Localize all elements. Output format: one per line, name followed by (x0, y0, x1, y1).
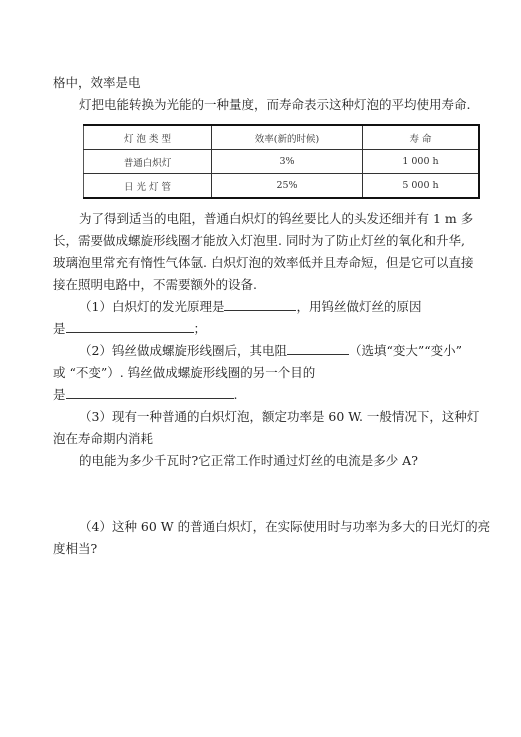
paragraph-line: 为了得到适当的电阻，普通白炽灯的钨丝要比人的头发还细并有 1 m 多 (79, 211, 474, 226)
question-1-line-2 (53, 321, 206, 337)
question-3-line-3: 的电能为多少千瓦时?它正常工作时通过灯丝的电流是多少 A? (79, 453, 418, 468)
question-3-line-2: 泡在寿命期内消耗 (53, 431, 154, 446)
cell-lamp-type: 普通白炽灯 (84, 150, 212, 174)
page-line-1: 格中，效率是电 (53, 75, 141, 90)
question-2-line-2: 或 “不变”）. 钨丝做成螺旋形线圈的另一个目的 (53, 365, 316, 380)
q1-text-d: ； (193, 321, 207, 336)
table-header-row (84, 125, 480, 150)
q1-text-b: ，用钨丝做灯丝的原因 (296, 299, 422, 314)
q2-text-a: （2）钨丝做成螺旋形线圈后，其电阻 (79, 343, 287, 358)
q1-text-c: 是 (53, 321, 66, 336)
q1-answer-blank-2[interactable] (66, 321, 194, 333)
q2-text-e: . (233, 387, 238, 402)
cell-efficiency: 3% (212, 150, 363, 174)
paragraph-line: 接在照明电路中，不需要额外的设备. (53, 277, 257, 292)
q1-text-a: （1）白炽灯的发光原理是 (79, 299, 225, 314)
q2-text-d: 是 (53, 387, 66, 402)
cell-lifespan: 5 000 h (363, 174, 480, 199)
question-2-line-1 (79, 343, 462, 359)
table-row (84, 174, 480, 199)
q2-answer-blank-1[interactable] (287, 343, 349, 355)
table-row (84, 150, 480, 174)
question-1-line-1 (79, 299, 421, 315)
header-lifespan: 寿 命 (363, 125, 480, 150)
header-efficiency: 效率(新的时候) (212, 125, 363, 150)
header-lamp-type: 灯 泡 类 型 (84, 125, 212, 150)
cell-efficiency: 25% (212, 174, 363, 199)
page-line-2: 灯把电能转换为光能的一种量度，而寿命表示这种灯泡的平均使用寿命. (79, 97, 471, 112)
q1-answer-blank-1[interactable] (224, 299, 296, 311)
paragraph-line: 玻璃泡里常充有惰性气体氩. 白炽灯泡的效率低并且寿命短，但是它可以直接 (53, 255, 474, 270)
q2-answer-blank-2[interactable] (66, 387, 234, 399)
paragraph-line: 长，需要做成螺旋形线圈才能放入灯泡里. 同时为了防止灯丝的氧化和升华, (53, 233, 465, 248)
lamp-comparison-table (83, 124, 480, 199)
cell-lamp-type: 日 光 灯 管 (84, 174, 212, 199)
question-4-line-2: 度相当? (53, 541, 98, 556)
cell-lifespan: 1 000 h (363, 150, 480, 174)
question-3-line-1: （3）现有一种普通的白炽灯泡，额定功率是 60 W. 一般情况下，这种灯 (79, 409, 480, 424)
q2-text-b: （选填“变大”“变小” (348, 343, 463, 358)
question-2-line-3 (53, 387, 238, 403)
question-4-line-1: （4）这种 60 W 的普通白炽灯，在实际使用时与功率为多大的日光灯的亮 (79, 519, 491, 534)
